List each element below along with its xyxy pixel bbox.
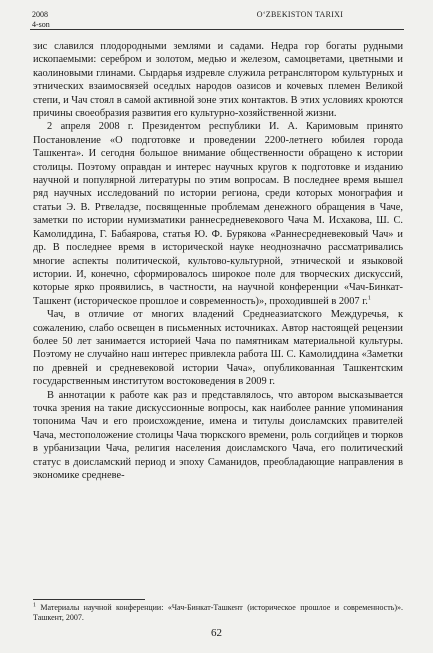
footnote-ref: 1 [367, 295, 371, 302]
journal-title: O‘ZBEKISTON TARIXI [256, 10, 344, 19]
footnote [33, 603, 403, 623]
page-number: 62 [211, 627, 222, 639]
running-head-left [32, 10, 50, 30]
article-body [33, 40, 403, 482]
footnote-text: Материалы научной конференции: «Чач-Бинкат-Ташкент (историческое прошлое и современность)». Ташкент, 2007. [33, 603, 404, 622]
footnote-marker: 1 [33, 602, 36, 609]
paragraph-3: Чач, в отличие от многих владений Среднеазиатского Междуречья, к сожалению, слабо освещен в письменных источниках. Автор настоящей рецензии более 50 лет занимается историей Чача по памятникам материальной культуры. Поэтому не случайно наш интерес привлекла работа Ш. С. Камолиддина «Заметки по древней и средневековой истории Чача», опубликованная Ташкентским государственным институтом востоковедения в 2009 г. [33, 309, 403, 388]
paragraph-4: В аннотации к работе как раз и представлялось, что автором высказывается точка зрения на такие дискуссионные вопросы, как наиболее ранние упоминания топонима Чач и его происхождение, имена и титулы доисламских правителей Чача, местоположение столицы Чача тюркского времени, роль согдийцев и тюрков в урбанизации Чача, религия населения доисламского Чача, его политический статус в доисламский период и эпоху Саманидов, преобладающие направления в экономике средневе- [33, 389, 403, 481]
journal-year: 2008 [32, 10, 48, 19]
header-rule [30, 29, 404, 30]
footnote-rule [33, 599, 145, 600]
paragraph-1: зис славился плодородными землями и садами. Недра гор богаты рудными ископаемыми: серебром и золотом, медью и железом, самоцветами, цветными и каолиновыми глинами. Сырдарья издревле служила ретранслятором культурных и этнических взаимосвязей оседлых народов оазисов и кочевых племен Великой степи, и Чач стоял в самой активной зоне этих контактов. В этих условиях кроются причины своеобразия развития его культурно-хозяйственной жизни. [33, 41, 403, 120]
paragraph-2-text: 2 апреля 2008 г. Президентом республики И. А. Каримовым принято Постановление «О подготовке и проведении 2200-летнего юбилея города Ташкента». И сегодня большое внимание общественности обращено к истории столицы. Поэтому оправдан и интерес научных кругов к подготовке и изданию научной и популярной литературы по этим вопросам. В последнее время вышел ряд научных исследований по истории региона, среди которых монография и статьи Э. В. Ртвеладзе, посвященные проблемам денежного обращения в Чаче, заметки по истории нумизматики раннесредневекового Чача М. Исхакова, Ш. С. Камолиддина, Г. Бабаяровa, статья Ю. Ф. Бурякова «Раннесредневековый Чач» и др. В последнее время в исторической науке неоднозначно рассматривались многие аспекты политической, культово-культурной, этнической и языковой истории. И, конечно, сформировалось широкое поле для творческих дискуссий, которые ярко проявились, в частности, на научной конференции «Чач-Бинкат-Ташкент (историческое прошлое и современность)», проходившей в 2007 г. [33, 121, 403, 307]
paragraph-2 [33, 120, 403, 308]
journal-issue: 4-son [32, 20, 50, 29]
